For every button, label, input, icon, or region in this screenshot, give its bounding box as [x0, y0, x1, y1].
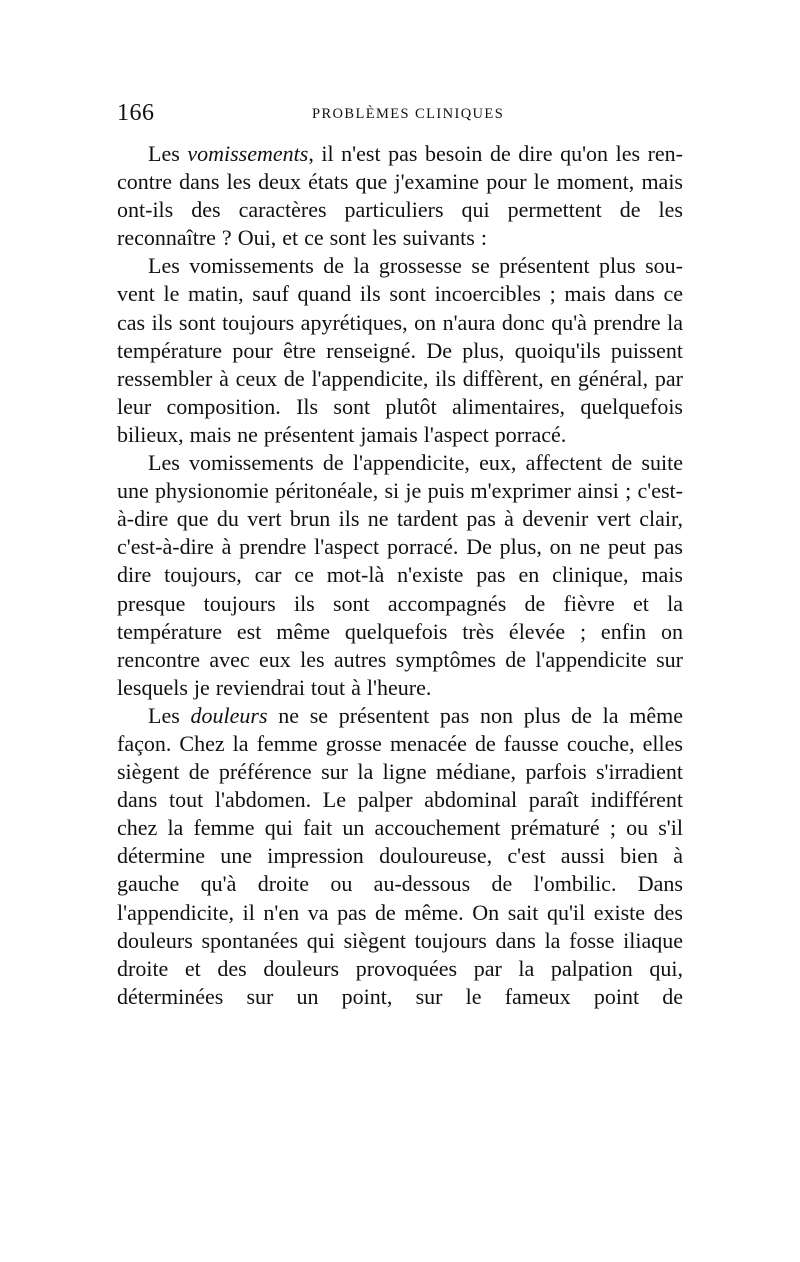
paragraph-douleurs — [117, 702, 683, 1011]
paragraph-text: Les — [148, 702, 191, 728]
paragraph-vomissements — [117, 140, 683, 252]
page-number: 166 — [117, 100, 155, 126]
paragraph-appendicite — [117, 449, 683, 702]
italic-term: vomissements — [187, 141, 309, 166]
paragraph-text: ne se présentent pas non plus de la même façon. Chez la femme grosse menacée de fausse couche, elles siègent de préférence sur la ligne médiane, parfois s'irradient dans tout l'abdomen. Le palper abdominal paraît indifférent chez la femme qui fait un accouchement prématuré ; ou s'il détermine une impression douloureuse, c'est aussi bien à gauche qu'à droite ou au-dessous de l'ombilic. Dans l'appendicite, il n'en va pas de même. On sait qu'il existe des douleurs spontanées qui siègent toujours dans la fosse iliaque droite et des douleurs provoquées par la palpation qui, déterminées sur un point, sur le fameux point de — [117, 702, 683, 1009]
paragraph-text: Les vomissements de la grossesse se présentent plus souvent le matin, sauf quand ils sont incoercibles ; mais dans ce cas ils sont toujours apyrétiques, on n'aura donc qu'à prendre la température pour être renseigné. De plus, quoiqu'ils puissent ressembler à ceux de l'appendicite, ils diffèrent, en général, par leur composition. Ils sont plutôt alimentaires, quelquefois bilieux, mais ne présentent jamais l'aspect porracé. — [117, 253, 683, 447]
running-title: PROBLÈMES CLINIQUES — [312, 106, 505, 122]
paragraph-text: Les vomissements de l'appendicite, eux, affectent de suite une physionomie péritonéale, si je puis m'exprimer ainsi ; c'est-à-dire que du vert brun ils ne tardent pas à devenir vert clair, c'est-à-dire à prendre l'aspect porracé. De plus, on ne peut pas dire toujours, car ce mot-là n'existe pas en clinique, mais presque toujours ils sont accompagnés de fièvre et la température est même quelquefois très élevée ; enfin on rencontre avec eux les autres symptômes de l'appendicite sur lesquels je reviendrai tout à l'heure. — [117, 450, 683, 700]
paragraph-grossesse — [117, 252, 683, 449]
book-page — [117, 100, 683, 1011]
italic-term: douleurs — [190, 702, 268, 728]
paragraph-text: Les — [148, 141, 188, 166]
paragraph-text: , il n'est pas besoin de dire qu'on les rencontre dans les deux états que j'examine pour le moment, mais ont-ils des caractères particuliers qui permettent de les reconnaître ? Oui, et ce sont les suivants : — [117, 141, 683, 251]
page-header — [117, 100, 683, 140]
body-text — [117, 140, 683, 1011]
